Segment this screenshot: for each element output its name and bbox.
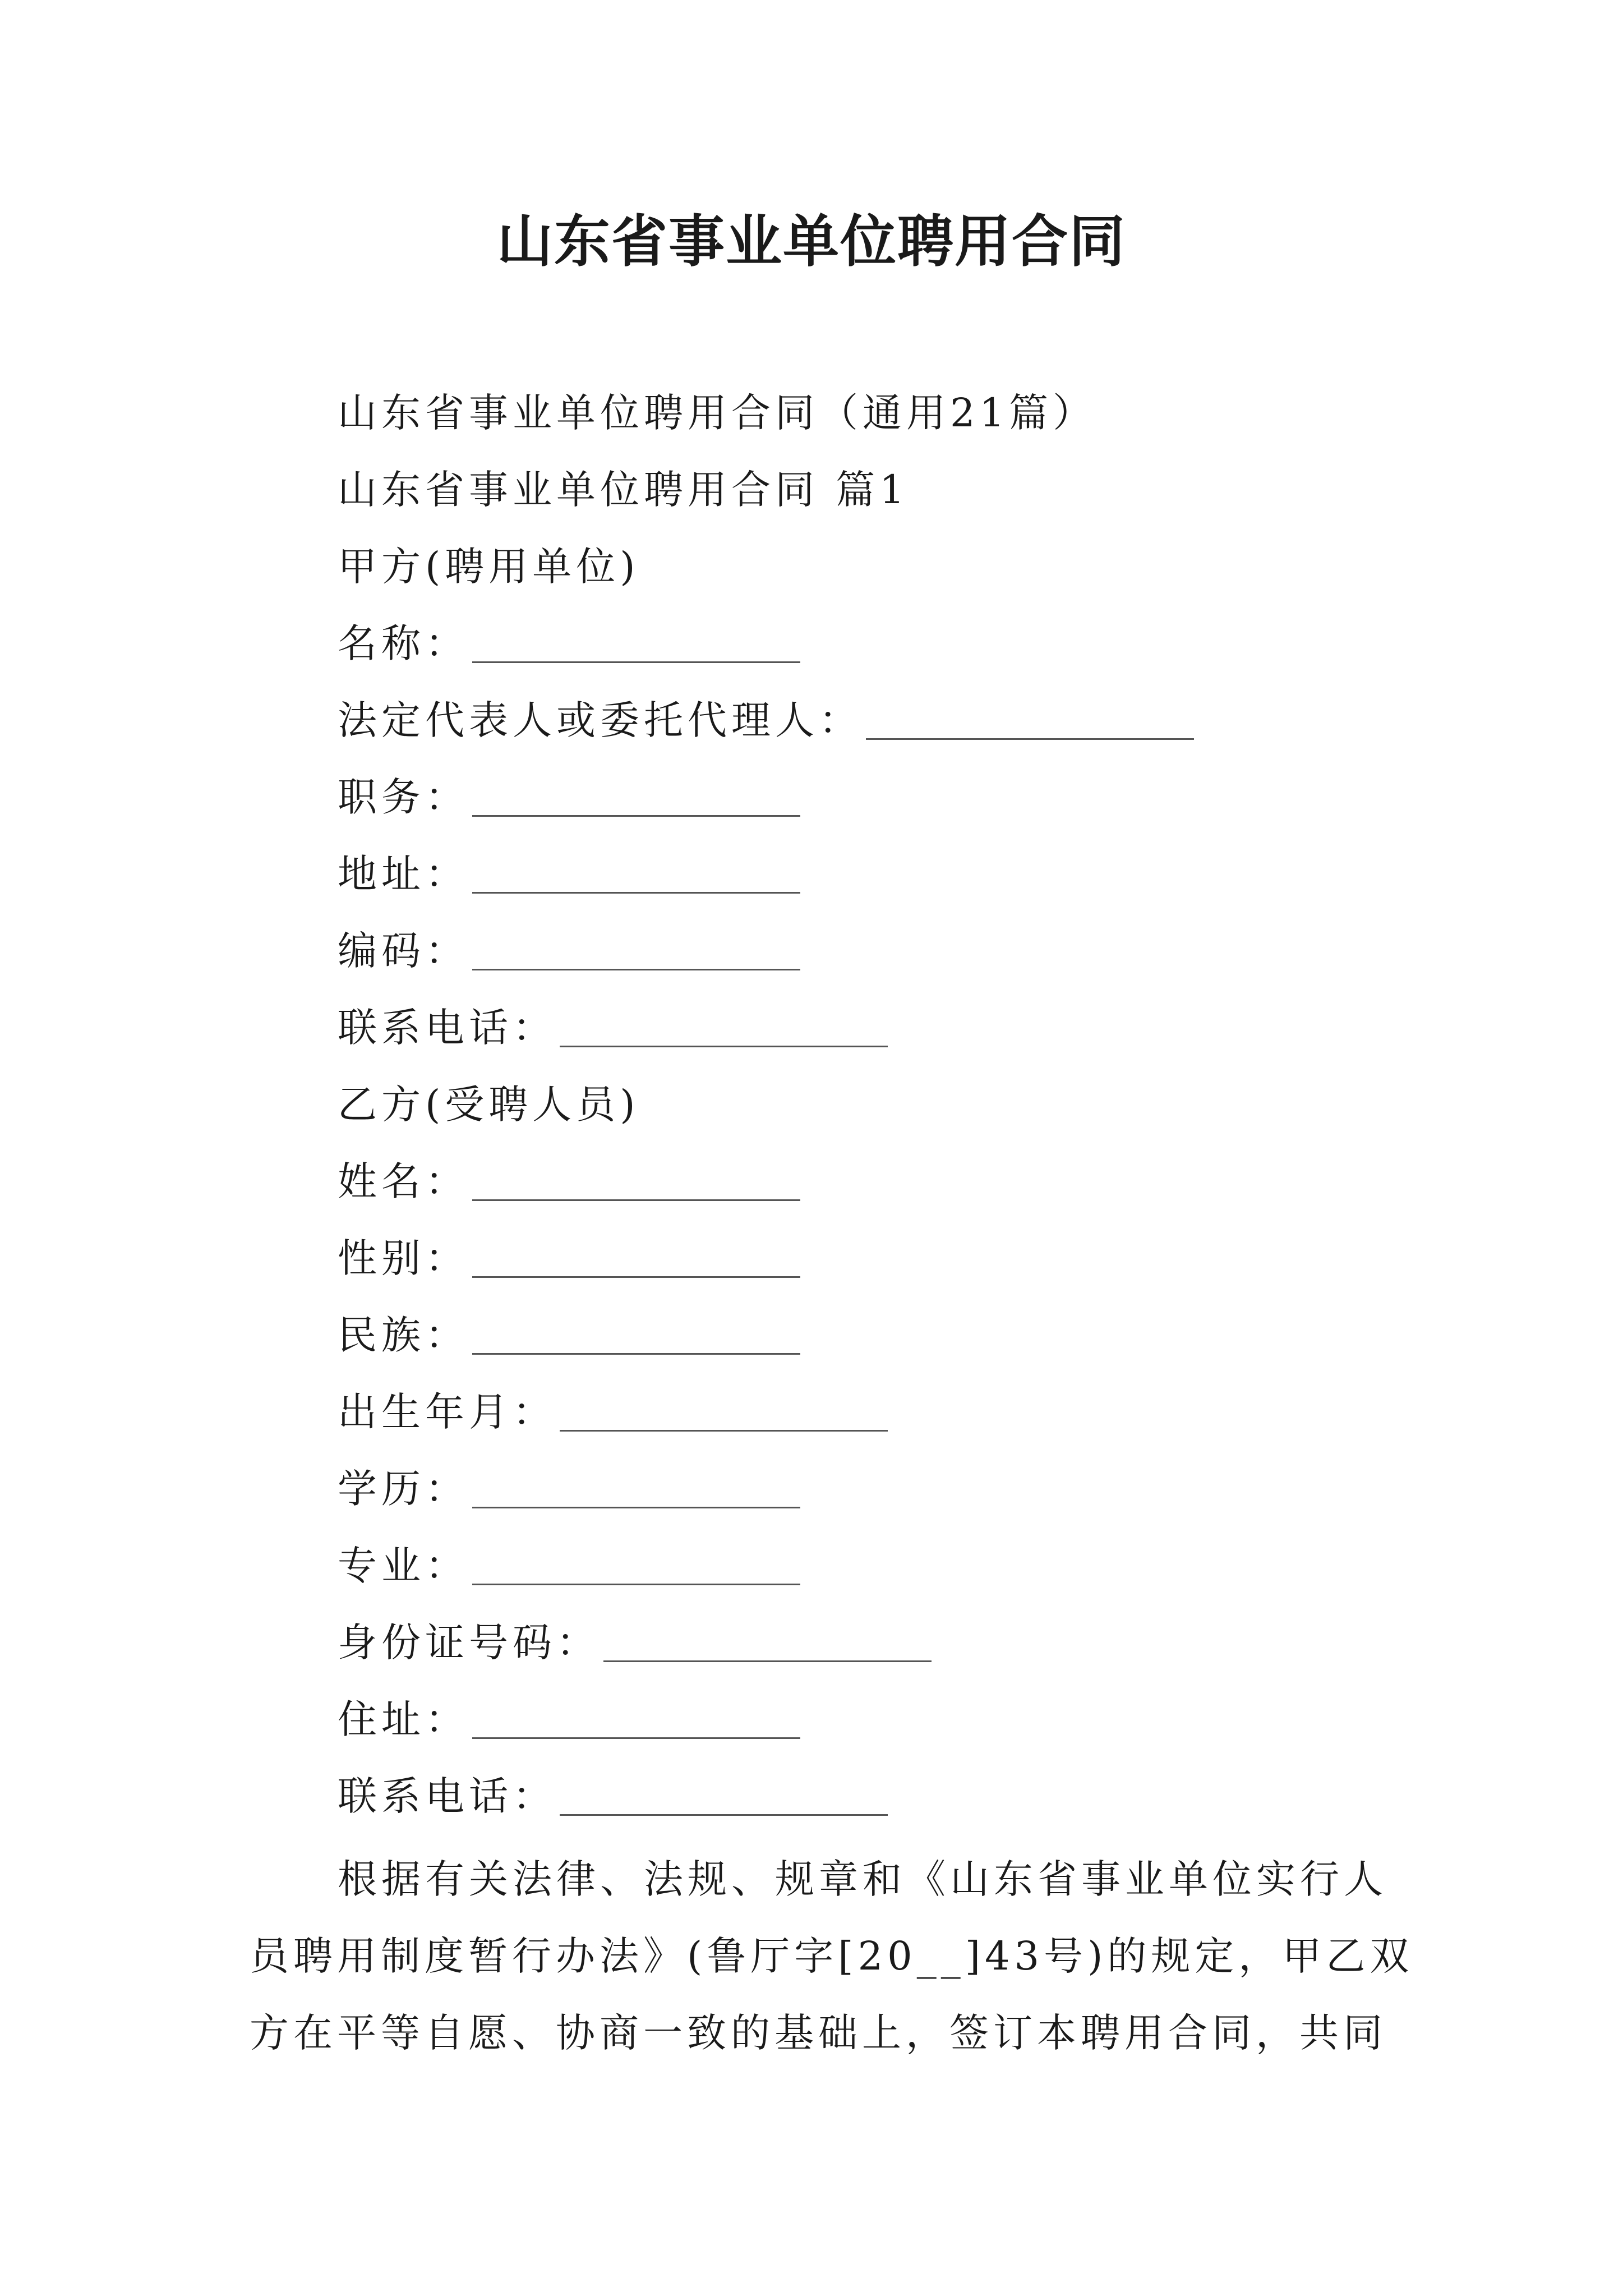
body-line: 根据有关法律、法规、规章和《山东省事业单位实行人	[338, 1856, 1387, 1902]
blank-line	[472, 1237, 800, 1278]
blank-line	[472, 1160, 800, 1201]
blank-line	[472, 1467, 800, 1508]
party-b-field-phone	[338, 1758, 1403, 1835]
blank-line	[603, 1621, 932, 1662]
field-label: 联系电话：	[338, 1773, 556, 1819]
field-label: 编码：	[338, 928, 469, 974]
field-label: 姓名：	[338, 1158, 469, 1204]
field-label: 学历：	[338, 1466, 469, 1512]
party-a-field-representative	[338, 682, 1403, 759]
field-label: 性别：	[338, 1235, 469, 1281]
blank-line	[472, 776, 800, 817]
field-label: 住址：	[338, 1696, 469, 1742]
party-b-field-ethnicity	[338, 1297, 1403, 1374]
party-a-field-name	[338, 605, 1403, 682]
field-label: 联系电话：	[338, 1005, 556, 1051]
party-b-field-residence	[338, 1681, 1403, 1758]
party-a-field-code	[338, 913, 1403, 990]
document-title: 山东省事业单位聘用合同	[497, 208, 1126, 274]
field-label: 地址：	[338, 851, 469, 897]
body-line: 方在平等自愿、协商一致的基础上，签订本聘用合同，共同	[250, 2010, 1387, 2056]
body-line: 员聘用制度暂行办法》(鲁厅字[20__]43号)的规定，甲乙双	[250, 1933, 1414, 1979]
party-b-field-major	[338, 1527, 1403, 1604]
blank-line	[560, 1775, 888, 1816]
field-label: 职务：	[338, 774, 469, 820]
blank-line	[472, 930, 800, 970]
field-label: 出生年月：	[338, 1389, 556, 1435]
party-b-field-id-number	[338, 1604, 1403, 1681]
blank-line	[560, 1006, 888, 1047]
party-b-heading: 乙方(受聘人员)	[338, 1082, 640, 1128]
field-label: 民族：	[338, 1312, 469, 1358]
section-heading: 山东省事业单位聘用合同 篇1	[338, 467, 909, 513]
blank-line	[866, 699, 1194, 740]
party-b-field-name	[338, 1143, 1403, 1220]
field-label: 名称：	[338, 620, 469, 666]
blank-line	[472, 1314, 800, 1355]
party-a-field-position	[338, 759, 1403, 836]
field-label: 身份证号码：	[338, 1619, 600, 1665]
body-paragraph	[250, 1841, 1414, 2072]
party-b-field-education	[338, 1451, 1403, 1527]
blank-line	[472, 853, 800, 894]
party-a-field-phone	[338, 990, 1403, 1066]
field-label: 专业：	[338, 1543, 469, 1589]
blank-line	[560, 1391, 888, 1432]
blank-line	[472, 622, 800, 663]
party-a-heading: 甲方(聘用单位)	[338, 544, 640, 590]
contract-header-lines	[338, 375, 1403, 1835]
field-label: 法定代表人或委托代理人：	[338, 697, 863, 743]
blank-line	[472, 1698, 800, 1739]
party-b-field-gender	[338, 1220, 1403, 1297]
blank-line	[472, 1544, 800, 1585]
document-subtitle: 山东省事业单位聘用合同（通用21篇）	[338, 390, 1097, 436]
party-a-field-address	[338, 836, 1403, 913]
party-b-field-birth	[338, 1374, 1403, 1451]
